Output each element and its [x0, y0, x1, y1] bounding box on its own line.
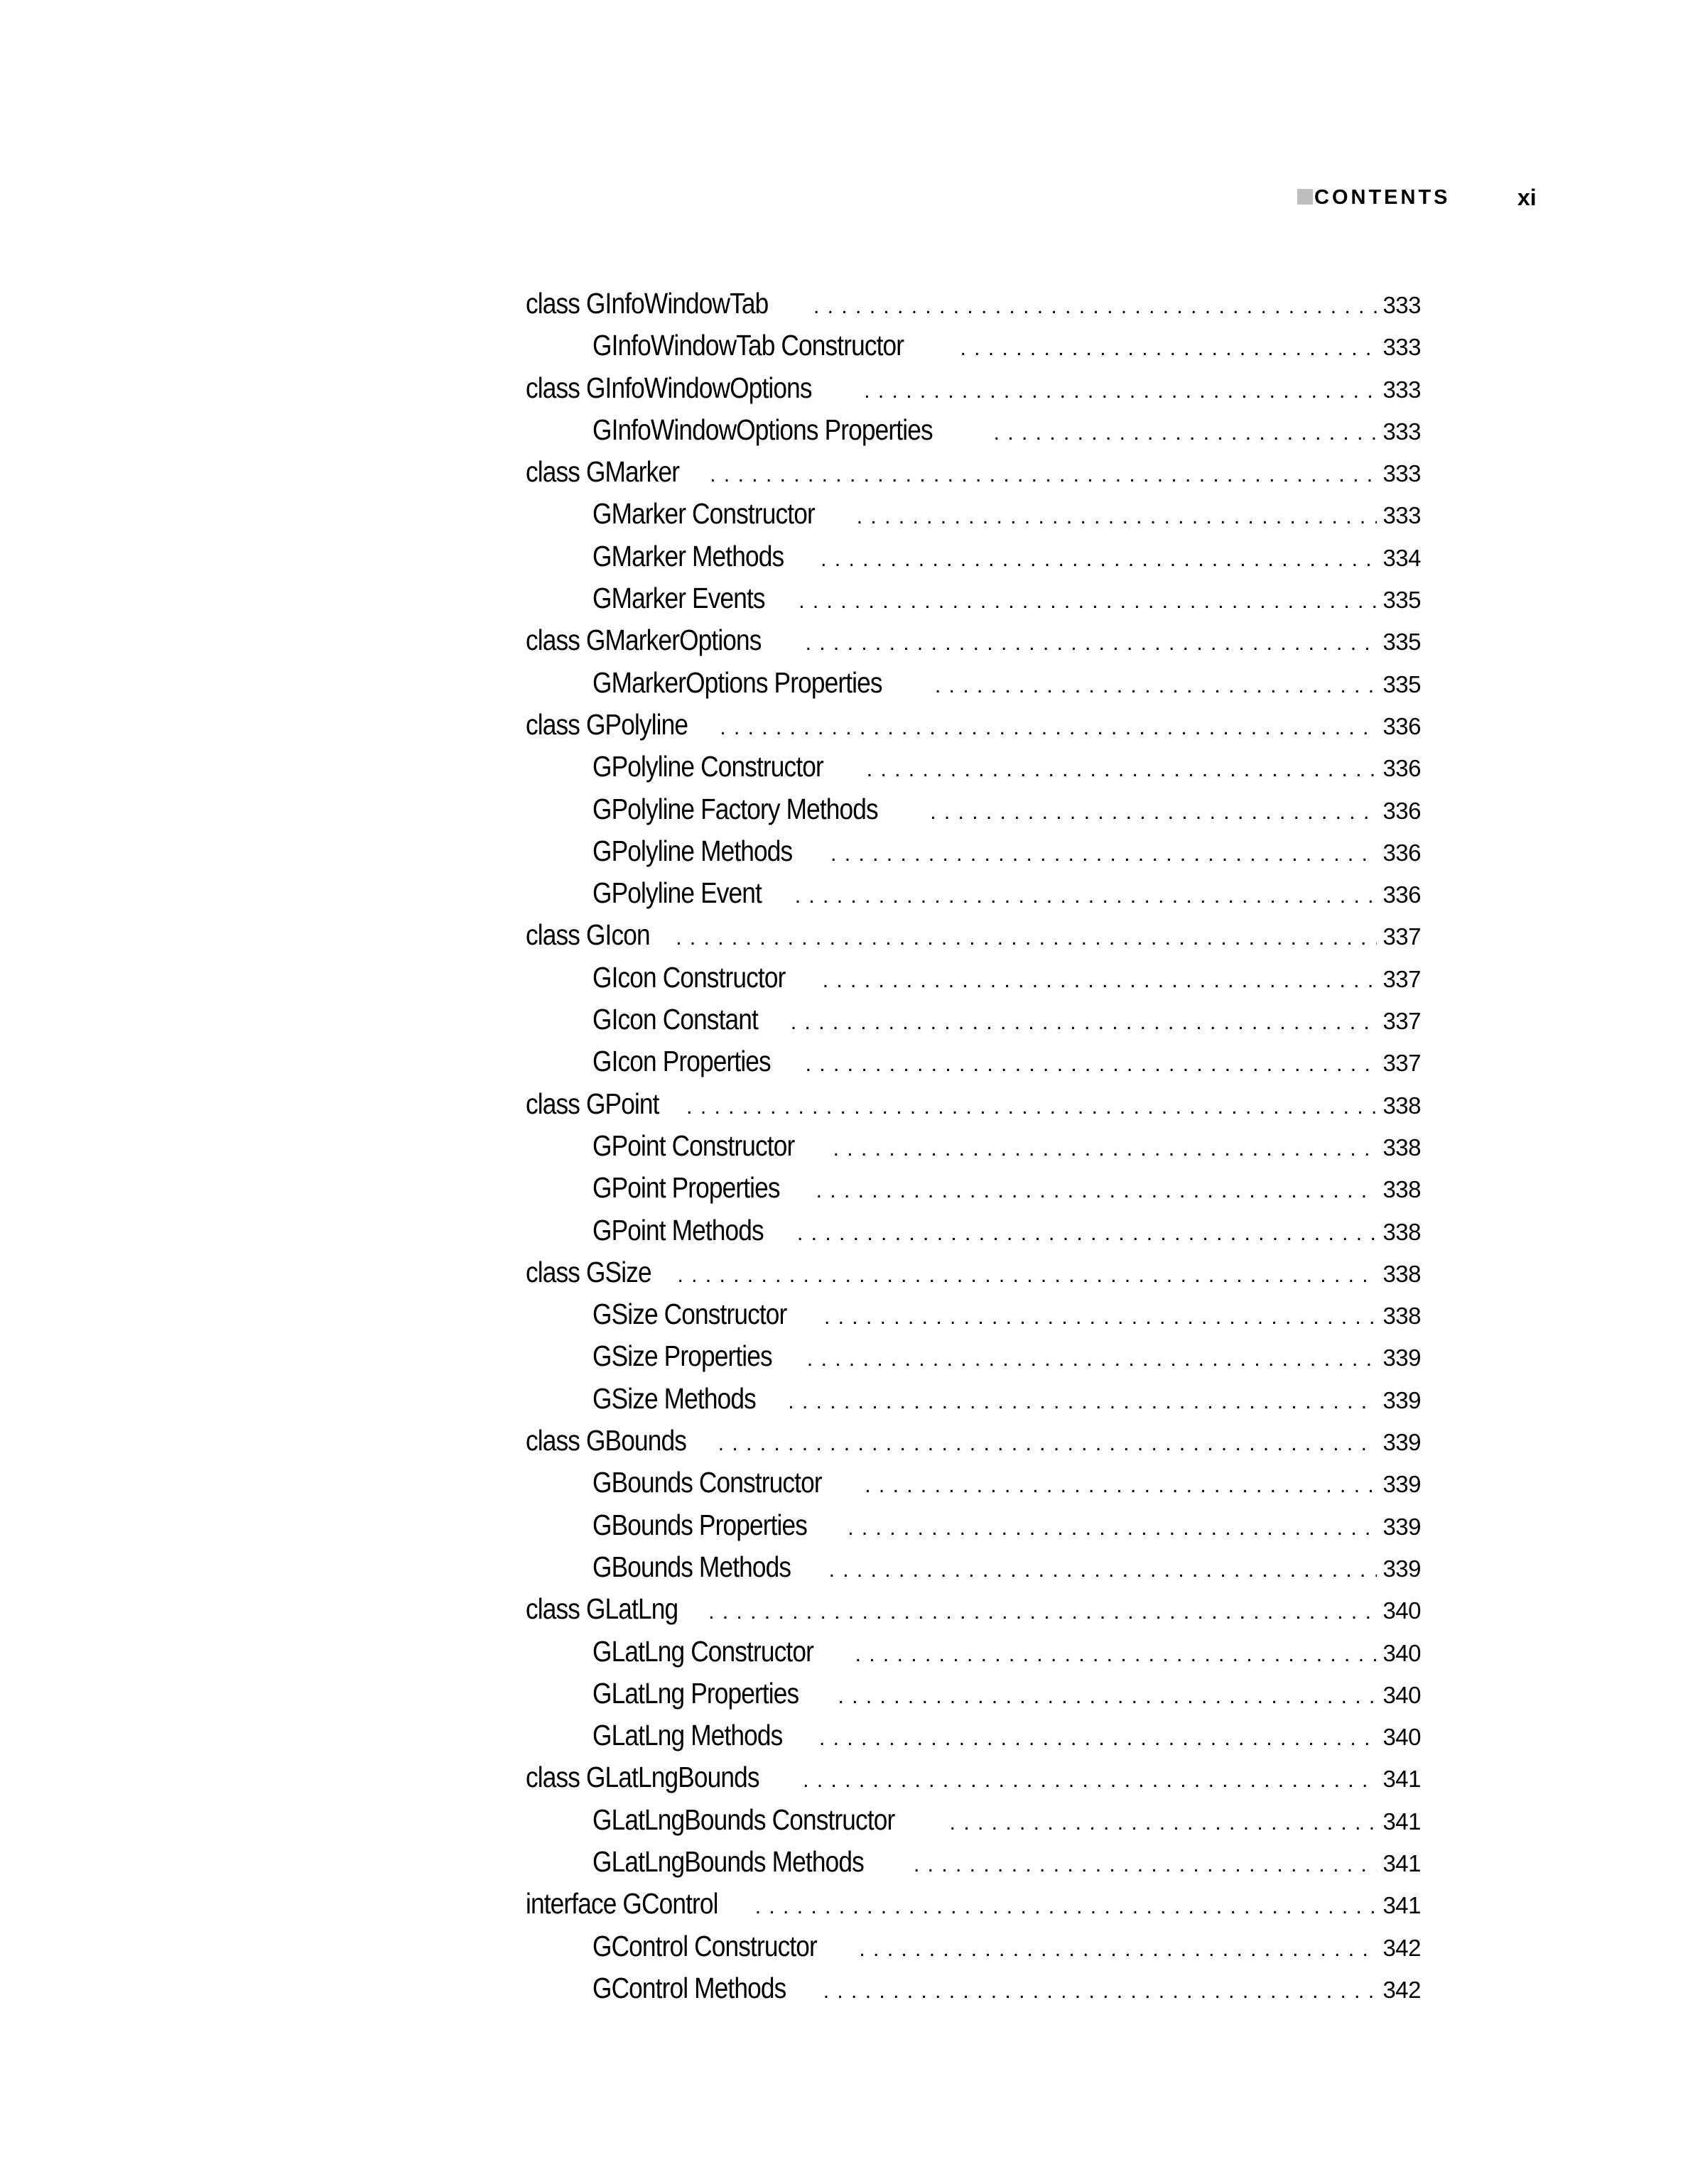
toc-entry-class[interactable]	[526, 451, 1421, 493]
dot-leader	[838, 1675, 1377, 1715]
toc-entry-page: 337	[1382, 1050, 1421, 1077]
toc-entry-page: 333	[1382, 460, 1421, 487]
running-head	[1297, 183, 1546, 212]
dot-leader	[855, 1634, 1377, 1673]
toc-entry-title: GMarker Events	[592, 582, 765, 615]
toc-entry-title: GPolyline Factory Methods	[592, 792, 878, 825]
toc-entry-title: class GInfoWindowTab	[526, 287, 769, 320]
toc-entry-page: 333	[1382, 502, 1421, 529]
toc-entry-class[interactable]	[526, 367, 1421, 409]
dot-leader	[930, 791, 1377, 830]
toc-entry-title: GSize Constructor	[592, 1298, 787, 1331]
toc-entry-page: 339	[1382, 1471, 1421, 1498]
toc-entry-title: GMarkerOptions Properties	[592, 665, 882, 699]
toc-entry-class[interactable]	[526, 1883, 1421, 1925]
toc-entry-page: 335	[1382, 629, 1421, 656]
toc-entry-subsection[interactable]	[526, 1967, 1421, 2009]
toc-entry-title: GPoint Methods	[592, 1213, 764, 1246]
dot-leader	[806, 1043, 1377, 1082]
toc-entry-page: 339	[1382, 1386, 1421, 1413]
toc-entry-page: 342	[1382, 1976, 1421, 2003]
toc-entry-subsection[interactable]	[526, 1925, 1421, 1967]
dot-leader	[833, 1128, 1377, 1167]
dot-leader	[795, 875, 1377, 914]
toc-entry-subsection[interactable]	[526, 1631, 1421, 1673]
toc-entry-page: 338	[1382, 1176, 1421, 1203]
toc-entry-title: GControl Methods	[592, 1971, 786, 2004]
toc-entry-page: 340	[1382, 1597, 1421, 1624]
dot-leader	[865, 1465, 1377, 1504]
toc-entry-subsection[interactable]	[526, 493, 1421, 535]
toc-entry-title: class GLatLngBounds	[526, 1761, 759, 1794]
dot-leader	[864, 370, 1377, 409]
toc-entry-subsection[interactable]	[526, 662, 1421, 704]
dot-leader	[829, 1549, 1377, 1588]
dot-leader	[686, 1086, 1377, 1125]
toc-entry-page: 340	[1382, 1681, 1421, 1708]
dot-leader	[803, 1759, 1377, 1798]
toc-entry-title: GPoint Properties	[592, 1171, 780, 1205]
toc-entry-title: GLatLngBounds Constructor	[592, 1803, 895, 1836]
toc-entry-title: interface GControl	[526, 1887, 718, 1920]
toc-entry-class[interactable]	[526, 704, 1421, 746]
toc-entry-page: 337	[1382, 1008, 1421, 1035]
dot-leader	[950, 1802, 1377, 1841]
dot-leader	[755, 1886, 1377, 1925]
toc-entry-page: 333	[1382, 418, 1421, 445]
dot-leader	[859, 1928, 1377, 1967]
toc-entry-page: 333	[1382, 334, 1421, 361]
dot-leader	[819, 1717, 1377, 1756]
toc-entry-class[interactable]	[526, 619, 1421, 661]
toc-entry-page: 340	[1382, 1639, 1421, 1666]
toc-entry-title: GLatLng Methods	[592, 1719, 783, 1752]
dot-leader	[718, 1423, 1377, 1462]
dot-leader	[799, 580, 1377, 619]
toc-entry-page: 341	[1382, 1808, 1421, 1835]
toc-entry-title: GLatLngBounds Methods	[592, 1845, 864, 1878]
dot-leader	[848, 1507, 1377, 1546]
toc-entry-subsection[interactable]	[526, 830, 1421, 872]
toc-entry-subsection[interactable]	[526, 999, 1421, 1041]
toc-entry-subsection[interactable]	[526, 1167, 1421, 1209]
toc-entry-page: 337	[1382, 965, 1421, 992]
toc-entry-title: class GPolyline	[526, 707, 688, 741]
toc-entry-page: 339	[1382, 1555, 1421, 1582]
toc-entry-title: GInfoWindowTab Constructor	[592, 329, 904, 362]
dot-leader	[710, 454, 1377, 493]
toc-entry-title: class GMarker	[526, 455, 680, 489]
toc-entry-subsection[interactable]	[526, 1841, 1421, 1883]
toc-entry-subsection[interactable]	[526, 788, 1421, 830]
toc-entry-title: GInfoWindowOptions Properties	[592, 413, 933, 446]
toc-entry-subsection[interactable]	[526, 746, 1421, 788]
dot-leader	[857, 496, 1377, 535]
toc-entry-page: 338	[1382, 1260, 1421, 1287]
toc-entry-page: 339	[1382, 1344, 1421, 1371]
dot-leader	[677, 1254, 1377, 1293]
dot-leader	[824, 1296, 1377, 1335]
dot-leader	[821, 538, 1377, 577]
toc-entry-title: GLatLng Properties	[592, 1676, 799, 1710]
toc-entry-page: 336	[1382, 797, 1421, 824]
dot-leader	[960, 327, 1377, 366]
toc-entry-title: GPolyline Methods	[592, 834, 793, 867]
toc-entry-class[interactable]	[526, 1083, 1421, 1125]
toc-entry-subsection[interactable]	[526, 1378, 1421, 1420]
toc-entry-page: 336	[1382, 755, 1421, 782]
toc-entry-page: 339	[1382, 1513, 1421, 1540]
toc-entry-title: GSize Properties	[592, 1340, 772, 1373]
toc-entry-subsection[interactable]	[526, 1210, 1421, 1251]
dot-leader	[807, 1338, 1377, 1377]
toc-entry-title: GBounds Constructor	[592, 1466, 822, 1499]
dot-leader	[823, 960, 1377, 999]
toc-entry-title: GControl Constructor	[592, 1929, 817, 1962]
toc-entry-page: 336	[1382, 712, 1421, 739]
toc-entry-page: 338	[1382, 1134, 1421, 1161]
toc-entry-page: 336	[1382, 881, 1421, 908]
toc-entry-subsection[interactable]	[526, 409, 1421, 451]
toc-entry-page: 341	[1382, 1892, 1421, 1919]
toc-entry-subsection[interactable]	[526, 577, 1421, 619]
toc-entry-title: class GPoint	[526, 1087, 659, 1120]
toc-entry-title: class GIcon	[526, 918, 650, 952]
toc-entry-subsection[interactable]	[526, 1715, 1421, 1756]
dot-leader	[994, 412, 1377, 451]
toc-entry-title: GBounds Methods	[592, 1550, 791, 1583]
toc-entry-page: 342	[1382, 1934, 1421, 1961]
toc-entry-page: 341	[1382, 1766, 1421, 1793]
dot-leader	[813, 286, 1377, 325]
toc-entry-subsection[interactable]	[526, 1546, 1421, 1588]
table-of-contents	[526, 283, 1421, 2009]
dot-leader	[797, 1212, 1377, 1251]
toc-entry-title: class GLatLng	[526, 1592, 678, 1626]
toc-entry-page: 335	[1382, 670, 1421, 697]
dot-leader	[806, 622, 1377, 661]
toc-entry-page: 340	[1382, 1724, 1421, 1751]
toc-entry-class[interactable]	[526, 1251, 1421, 1293]
toc-entry-page: 338	[1382, 1303, 1421, 1330]
dot-leader	[867, 749, 1377, 788]
toc-entry-page: 337	[1382, 923, 1421, 950]
dot-leader	[830, 833, 1377, 872]
toc-entry-page: 335	[1382, 587, 1421, 614]
toc-entry-title: GIcon Constant	[592, 1003, 758, 1036]
running-head-label: CONTENTS	[1314, 186, 1451, 209]
toc-entry-subsection[interactable]	[526, 1504, 1421, 1546]
toc-entry-page: 339	[1382, 1429, 1421, 1456]
toc-entry-class[interactable]	[526, 914, 1421, 956]
dot-leader	[914, 1844, 1377, 1883]
toc-entry-subsection[interactable]	[526, 872, 1421, 914]
toc-entry-page: 336	[1382, 839, 1421, 866]
toc-entry-title: GPoint Constructor	[592, 1129, 795, 1162]
toc-entry-title: GLatLng Constructor	[592, 1634, 813, 1668]
section-marker-square	[1297, 189, 1313, 205]
dot-leader	[720, 707, 1377, 746]
toc-entry-page: 341	[1382, 1849, 1421, 1876]
toc-entry-title: class GInfoWindowOptions	[526, 371, 812, 404]
toc-entry-subsection[interactable]	[526, 1293, 1421, 1335]
toc-entry-page: 334	[1382, 544, 1421, 571]
toc-entry-subsection[interactable]	[526, 1799, 1421, 1841]
toc-entry-title: class GSize	[526, 1255, 651, 1288]
toc-entry-title: GIcon Constructor	[592, 960, 786, 994]
toc-entry-title: class GBounds	[526, 1424, 686, 1457]
toc-entry-class[interactable]	[526, 1588, 1421, 1630]
toc-entry-subsection[interactable]	[526, 957, 1421, 999]
page-number: xi	[1517, 185, 1537, 210]
dot-leader	[676, 917, 1377, 956]
toc-entry-page: 338	[1382, 1092, 1421, 1119]
toc-entry-subsection[interactable]	[526, 1673, 1421, 1715]
toc-entry-page: 333	[1382, 376, 1421, 403]
toc-entry-title: class GMarkerOptions	[526, 624, 762, 657]
toc-entry-subsection[interactable]	[526, 536, 1421, 577]
toc-entry-subsection[interactable]	[526, 1125, 1421, 1167]
toc-entry-title: GPolyline Event	[592, 876, 762, 910]
toc-entry-subsection[interactable]	[526, 1462, 1421, 1504]
dot-leader	[816, 1170, 1377, 1209]
toc-entry-class[interactable]	[526, 1756, 1421, 1798]
dot-leader	[788, 1381, 1377, 1420]
dot-leader	[708, 1591, 1377, 1630]
toc-entry-subsection[interactable]	[526, 325, 1421, 366]
toc-entry-title: GBounds Properties	[592, 1508, 808, 1541]
toc-entry-title: GMarker Methods	[592, 539, 784, 572]
toc-entry-title: GPolyline Constructor	[592, 750, 823, 783]
toc-entry-class[interactable]	[526, 283, 1421, 325]
toc-entry-title: GMarker Constructor	[592, 497, 815, 531]
toc-entry-title: GIcon Properties	[592, 1045, 771, 1078]
toc-entry-subsection[interactable]	[526, 1335, 1421, 1377]
toc-entry-page: 333	[1382, 292, 1421, 318]
dot-leader	[935, 665, 1377, 704]
toc-entry-class[interactable]	[526, 1420, 1421, 1462]
toc-entry-title: GSize Methods	[592, 1381, 756, 1415]
dot-leader	[791, 1001, 1377, 1041]
toc-entry-page: 338	[1382, 1218, 1421, 1245]
toc-entry-subsection[interactable]	[526, 1041, 1421, 1082]
dot-leader	[823, 1970, 1377, 2009]
